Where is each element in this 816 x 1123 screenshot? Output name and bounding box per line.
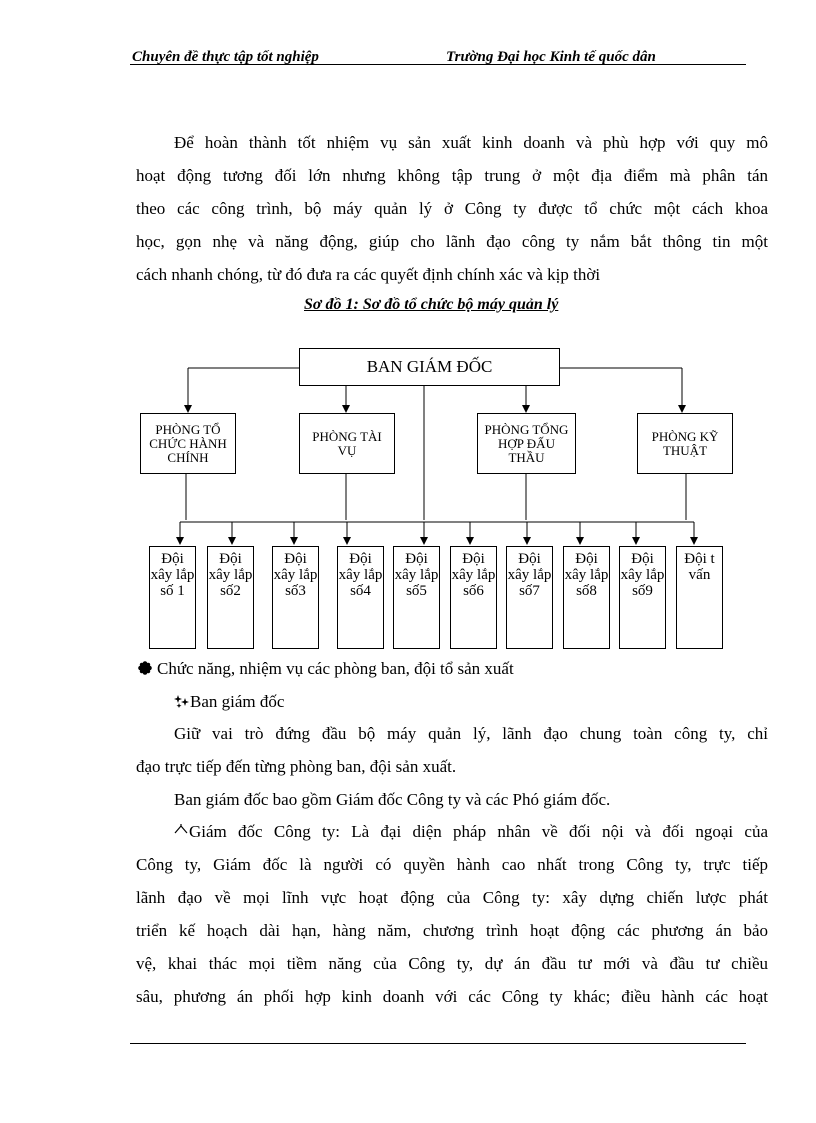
body-line: sâu, phương án phối hợp kinh doanh với các Công ty khác; điều hành các hoạt [136,987,768,1006]
team-box: Đội xây lắp số6 [450,546,497,649]
header-left-title: Chuyên đề thực tập tốt nghiệp [132,49,319,65]
org-top-box: BAN GIÁM ĐỐC [299,348,560,386]
subsection-heading [174,692,284,712]
intro-line: học, gọn nhẹ và năng động, giúp cho lãnh đạo công ty nắm bắt thông tin một [136,232,768,251]
body-line-with-icon [174,822,768,842]
team-box: Đội xây lắp số5 [393,546,440,649]
flower-bullet-icon [138,661,152,675]
body-line: vệ, khai thác mọi tiềm năng của Công ty, dự án đầu tư mới và đầu tư chiều [136,954,768,973]
body-line: Giữ vai trò đứng đầu bộ máy quản lý, lãnh đạo chung toàn công ty, chỉ [174,724,768,743]
team-box: Đội xây lắp số3 [272,546,319,649]
diagram-caption: Sơ đồ 1: Sơ đồ tổ chức bộ máy quản lý [304,296,559,313]
body-line: lãnh đạo về mọi lĩnh vực hoạt động của Công ty: xây dựng chiến lược phát [136,888,768,907]
body-line: Ban giám đốc bao gồm Giám đốc Công ty và các Phó giám đốc. [174,790,611,809]
section-heading-text: Chức năng, nhiệm vụ các phòng ban, đội tổ sản xuất [157,659,514,678]
caret-bullet-icon [174,824,188,834]
team-box: Đội xây lắp số8 [563,546,610,649]
body-line-text: Giám đốc Công ty: Là đại diện pháp nhân về đối nội và đối ngoại của [189,822,768,841]
footer-rule [130,1043,746,1044]
intro-line: cách nhanh chóng, từ đó đưa ra các quyết định chính xác và kịp thời [136,265,601,284]
team-box: Đội xây lắp số4 [337,546,384,649]
body-line: đạo trực tiếp đến từng phòng ban, đội sản xuất. [136,757,457,776]
intro-line: hoạt động tương đối lớn nhưng không tập trung ở một địa điểm mà phân tán [136,166,768,185]
intro-line: Để hoàn thành tốt nhiệm vụ sản xuất kinh doanh và phù hợp với quy mô [174,133,768,152]
header-right-title: Trường Đại học Kinh tế quốc dân [446,49,656,65]
dept-box-technical: PHÒNG KỸ THUẬT [637,413,733,474]
subsection-heading-text: Ban giám đốc [190,692,285,711]
dept-box-bidding: PHÒNG TỔNG HỢP ĐẤU THẦU [477,413,576,474]
section-heading [138,659,514,679]
body-line: triển kế hoạch dài hạn, hàng năm, chương trình hoạt động các phương án bảo [136,921,768,940]
intro-line: theo các công trình, bộ máy quản lý ở Công ty được tổ chức một cách khoa [136,199,768,218]
team-box: Đội xây lắp số7 [506,546,553,649]
team-box: Đội xây lắp số 1 [149,546,196,649]
body-line: Công ty, Giám đốc là người có quyền hành cao nhất trong Công ty, trực tiếp [136,855,768,874]
dept-box-administration: PHÒNG TỔ CHỨC HÀNH CHÍNH [140,413,236,474]
sparkle-bullet-icon [174,694,190,708]
dept-box-finance: PHÒNG TÀI VỤ [299,413,395,474]
team-box: Đội xây lắp số2 [207,546,254,649]
team-box: Đội xây lắp số9 [619,546,666,649]
team-box: Đội t vấn [676,546,723,649]
